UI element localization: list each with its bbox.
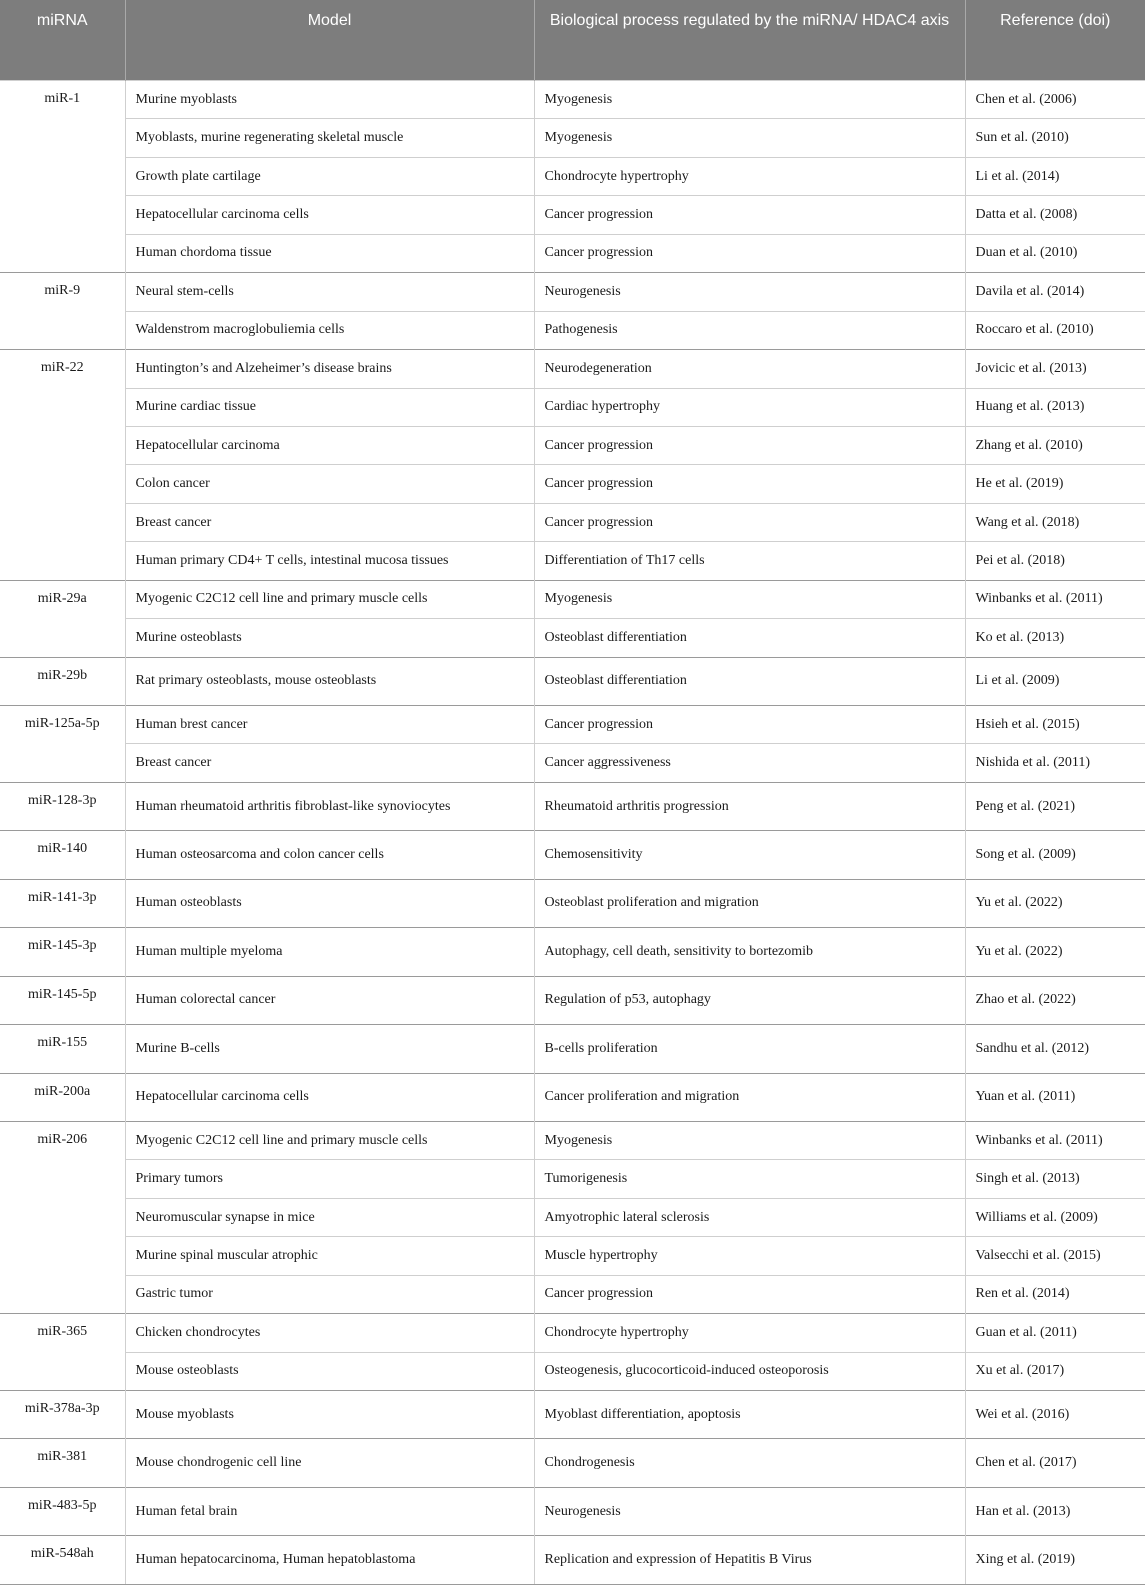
table-row <box>0 744 1145 782</box>
model-cell: Murine osteoblasts <box>125 619 534 657</box>
model-cell: Human chordoma tissue <box>125 234 534 272</box>
table-row <box>0 1025 1145 1073</box>
header-reference: Reference (doi) <box>965 0 1145 81</box>
table-row <box>0 81 1145 119</box>
process-cell: Myogenesis <box>534 1121 965 1159</box>
model-cell: Murine B-cells <box>125 1025 534 1073</box>
reference-cell: Hsieh et al. (2015) <box>965 706 1145 744</box>
reference-cell: Yuan et al. (2011) <box>965 1073 1145 1121</box>
process-cell: Regulation of p53, autophagy <box>534 976 965 1024</box>
reference-cell: Winbanks et al. (2011) <box>965 580 1145 618</box>
process-cell: Muscle hypertrophy <box>534 1237 965 1275</box>
process-cell: Amyotrophic lateral sclerosis <box>534 1198 965 1236</box>
reference-cell: Zhang et al. (2010) <box>965 426 1145 464</box>
table-row <box>0 503 1145 541</box>
reference-cell: Singh et al. (2013) <box>965 1160 1145 1198</box>
reference-cell: Peng et al. (2021) <box>965 782 1145 830</box>
mirna-cell: miR-365 <box>0 1314 125 1391</box>
reference-cell: Zhao et al. (2022) <box>965 976 1145 1024</box>
reference-cell: Chen et al. (2017) <box>965 1439 1145 1487</box>
process-cell: Chemosensitivity <box>534 831 965 879</box>
table-row <box>0 706 1145 744</box>
reference-cell: Xing et al. (2019) <box>965 1536 1145 1584</box>
process-cell: Autophagy, cell death, sensitivity to bortezomib <box>534 928 965 976</box>
process-cell: Neurodegeneration <box>534 350 965 388</box>
process-cell: Replication and expression of Hepatitis B Virus <box>534 1536 965 1584</box>
reference-cell: Pei et al. (2018) <box>965 542 1145 580</box>
process-cell: Cancer progression <box>534 196 965 234</box>
model-cell: Murine spinal muscular atrophic <box>125 1237 534 1275</box>
reference-cell: Guan et al. (2011) <box>965 1314 1145 1352</box>
reference-cell: Williams et al. (2009) <box>965 1198 1145 1236</box>
table-row <box>0 928 1145 976</box>
model-cell: Human hepatocarcinoma, Human hepatoblastoma <box>125 1536 534 1584</box>
reference-cell: Valsecchi et al. (2015) <box>965 1237 1145 1275</box>
table-row <box>0 388 1145 426</box>
process-cell: Rheumatoid arthritis progression <box>534 782 965 830</box>
reference-cell: Ren et al. (2014) <box>965 1275 1145 1313</box>
table-row <box>0 196 1145 234</box>
table-row <box>0 119 1145 157</box>
model-cell: Mouse osteoblasts <box>125 1352 534 1390</box>
process-cell: Neurogenesis <box>534 273 965 311</box>
mirna-cell: miR-1 <box>0 81 125 273</box>
model-cell: Hepatocellular carcinoma cells <box>125 196 534 234</box>
reference-cell: Yu et al. (2022) <box>965 879 1145 927</box>
table-row <box>0 234 1145 272</box>
table-row <box>0 1073 1145 1121</box>
table-header <box>0 0 1145 81</box>
reference-cell: Chen et al. (2006) <box>965 81 1145 119</box>
model-cell: Colon cancer <box>125 465 534 503</box>
model-cell: Murine myoblasts <box>125 81 534 119</box>
table-row <box>0 1391 1145 1439</box>
mirna-cell: miR-22 <box>0 350 125 581</box>
process-cell: Neurogenesis <box>534 1487 965 1535</box>
process-cell: Cancer progression <box>534 1275 965 1313</box>
process-cell: Cancer progression <box>534 426 965 464</box>
model-cell: Breast cancer <box>125 503 534 541</box>
table-row <box>0 1352 1145 1390</box>
model-cell: Neural stem-cells <box>125 273 534 311</box>
mirna-cell: miR-548ah <box>0 1536 125 1584</box>
reference-cell: Duan et al. (2010) <box>965 234 1145 272</box>
model-cell: Neuromuscular synapse in mice <box>125 1198 534 1236</box>
table-row <box>0 273 1145 311</box>
header-process: Biological process regulated by the miRNA/ HDAC4 axis <box>534 0 965 81</box>
table-row <box>0 657 1145 705</box>
reference-cell: Winbanks et al. (2011) <box>965 1121 1145 1159</box>
header-model: Model <box>125 0 534 81</box>
model-cell: Human rheumatoid arthritis fibroblast-like synoviocytes <box>125 782 534 830</box>
process-cell: Cancer proliferation and migration <box>534 1073 965 1121</box>
table-row <box>0 1439 1145 1487</box>
reference-cell: Li et al. (2014) <box>965 157 1145 195</box>
table-row <box>0 350 1145 388</box>
model-cell: Human primary CD4+ T cells, intestinal mucosa tissues <box>125 542 534 580</box>
reference-cell: Huang et al. (2013) <box>965 388 1145 426</box>
process-cell: Differentiation of Th17 cells <box>534 542 965 580</box>
reference-cell: He et al. (2019) <box>965 465 1145 503</box>
process-cell: Myogenesis <box>534 580 965 618</box>
process-cell: Cancer progression <box>534 706 965 744</box>
table-row <box>0 465 1145 503</box>
header-mirna: miRNA <box>0 0 125 81</box>
reference-cell: Nishida et al. (2011) <box>965 744 1145 782</box>
model-cell: Huntington’s and Alzeheimer’s disease brains <box>125 350 534 388</box>
table-row <box>0 782 1145 830</box>
model-cell: Chicken chondrocytes <box>125 1314 534 1352</box>
reference-cell: Song et al. (2009) <box>965 831 1145 879</box>
process-cell: Chondrocyte hypertrophy <box>534 1314 965 1352</box>
model-cell: Waldenstrom macroglobuliemia cells <box>125 311 534 349</box>
process-cell: B-cells proliferation <box>534 1025 965 1073</box>
table-row <box>0 1314 1145 1352</box>
process-cell: Cancer progression <box>534 465 965 503</box>
table-row <box>0 1121 1145 1159</box>
mirna-cell: miR-378a-3p <box>0 1391 125 1439</box>
process-cell: Osteoblast differentiation <box>534 619 965 657</box>
header-row <box>0 0 1145 81</box>
process-cell: Chondrogenesis <box>534 1439 965 1487</box>
reference-cell: Ko et al. (2013) <box>965 619 1145 657</box>
reference-cell: Wei et al. (2016) <box>965 1391 1145 1439</box>
mirna-cell: miR-29a <box>0 580 125 657</box>
process-cell: Osteoblast proliferation and migration <box>534 879 965 927</box>
model-cell: Rat primary osteoblasts, mouse osteoblasts <box>125 657 534 705</box>
table-row <box>0 619 1145 657</box>
reference-cell: Jovicic et al. (2013) <box>965 350 1145 388</box>
table-row <box>0 1487 1145 1535</box>
table-row <box>0 1237 1145 1275</box>
model-cell: Hepatocellular carcinoma cells <box>125 1073 534 1121</box>
model-cell: Growth plate cartilage <box>125 157 534 195</box>
process-cell: Pathogenesis <box>534 311 965 349</box>
mirna-cell: miR-206 <box>0 1121 125 1313</box>
model-cell: Myoblasts, murine regenerating skeletal muscle <box>125 119 534 157</box>
mirna-cell: miR-145-3p <box>0 928 125 976</box>
mirna-cell: miR-29b <box>0 657 125 705</box>
table-row <box>0 542 1145 580</box>
model-cell: Myogenic C2C12 cell line and primary muscle cells <box>125 1121 534 1159</box>
model-cell: Myogenic C2C12 cell line and primary muscle cells <box>125 580 534 618</box>
table-row <box>0 1536 1145 1584</box>
table-row <box>0 157 1145 195</box>
reference-cell: Sun et al. (2010) <box>965 119 1145 157</box>
model-cell: Hepatocellular carcinoma <box>125 426 534 464</box>
reference-cell: Yu et al. (2022) <box>965 928 1145 976</box>
mirna-cell: miR-128-3p <box>0 782 125 830</box>
model-cell: Human osteoblasts <box>125 879 534 927</box>
table-row <box>0 1160 1145 1198</box>
model-cell: Human brest cancer <box>125 706 534 744</box>
mirna-cell: miR-155 <box>0 1025 125 1073</box>
reference-cell: Datta et al. (2008) <box>965 196 1145 234</box>
model-cell: Mouse myoblasts <box>125 1391 534 1439</box>
reference-cell: Xu et al. (2017) <box>965 1352 1145 1390</box>
process-cell: Chondrocyte hypertrophy <box>534 157 965 195</box>
table-row <box>0 879 1145 927</box>
process-cell: Osteoblast differentiation <box>534 657 965 705</box>
mirna-cell: miR-141-3p <box>0 879 125 927</box>
model-cell: Mouse chondrogenic cell line <box>125 1439 534 1487</box>
process-cell: Cardiac hypertrophy <box>534 388 965 426</box>
mirna-cell: miR-381 <box>0 1439 125 1487</box>
model-cell: Gastric tumor <box>125 1275 534 1313</box>
table-row <box>0 580 1145 618</box>
model-cell: Human multiple myeloma <box>125 928 534 976</box>
table-row <box>0 426 1145 464</box>
reference-cell: Roccaro et al. (2010) <box>965 311 1145 349</box>
process-cell: Tumorigenesis <box>534 1160 965 1198</box>
model-cell: Murine cardiac tissue <box>125 388 534 426</box>
reference-cell: Han et al. (2013) <box>965 1487 1145 1535</box>
reference-cell: Li et al. (2009) <box>965 657 1145 705</box>
mirna-cell: miR-140 <box>0 831 125 879</box>
model-cell: Breast cancer <box>125 744 534 782</box>
mirna-cell: miR-483-5p <box>0 1487 125 1535</box>
mirna-cell: miR-125a-5p <box>0 706 125 783</box>
table-row <box>0 831 1145 879</box>
model-cell: Human osteosarcoma and colon cancer cells <box>125 831 534 879</box>
reference-cell: Sandhu et al. (2012) <box>965 1025 1145 1073</box>
mirna-cell: miR-145-5p <box>0 976 125 1024</box>
process-cell: Osteogenesis, glucocorticoid-induced osteoporosis <box>534 1352 965 1390</box>
process-cell: Cancer progression <box>534 503 965 541</box>
model-cell: Human colorectal cancer <box>125 976 534 1024</box>
process-cell: Myoblast differentiation, apoptosis <box>534 1391 965 1439</box>
process-cell: Myogenesis <box>534 119 965 157</box>
process-cell: Cancer progression <box>534 234 965 272</box>
reference-cell: Wang et al. (2018) <box>965 503 1145 541</box>
table-row <box>0 976 1145 1024</box>
model-cell: Primary tumors <box>125 1160 534 1198</box>
table-row <box>0 311 1145 349</box>
process-cell: Myogenesis <box>534 81 965 119</box>
process-cell: Cancer aggressiveness <box>534 744 965 782</box>
mirna-cell: miR-9 <box>0 273 125 350</box>
table-body <box>0 81 1145 1585</box>
table-row <box>0 1275 1145 1313</box>
reference-cell: Davila et al. (2014) <box>965 273 1145 311</box>
model-cell: Human fetal brain <box>125 1487 534 1535</box>
table-row <box>0 1198 1145 1236</box>
mirna-cell: miR-200a <box>0 1073 125 1121</box>
